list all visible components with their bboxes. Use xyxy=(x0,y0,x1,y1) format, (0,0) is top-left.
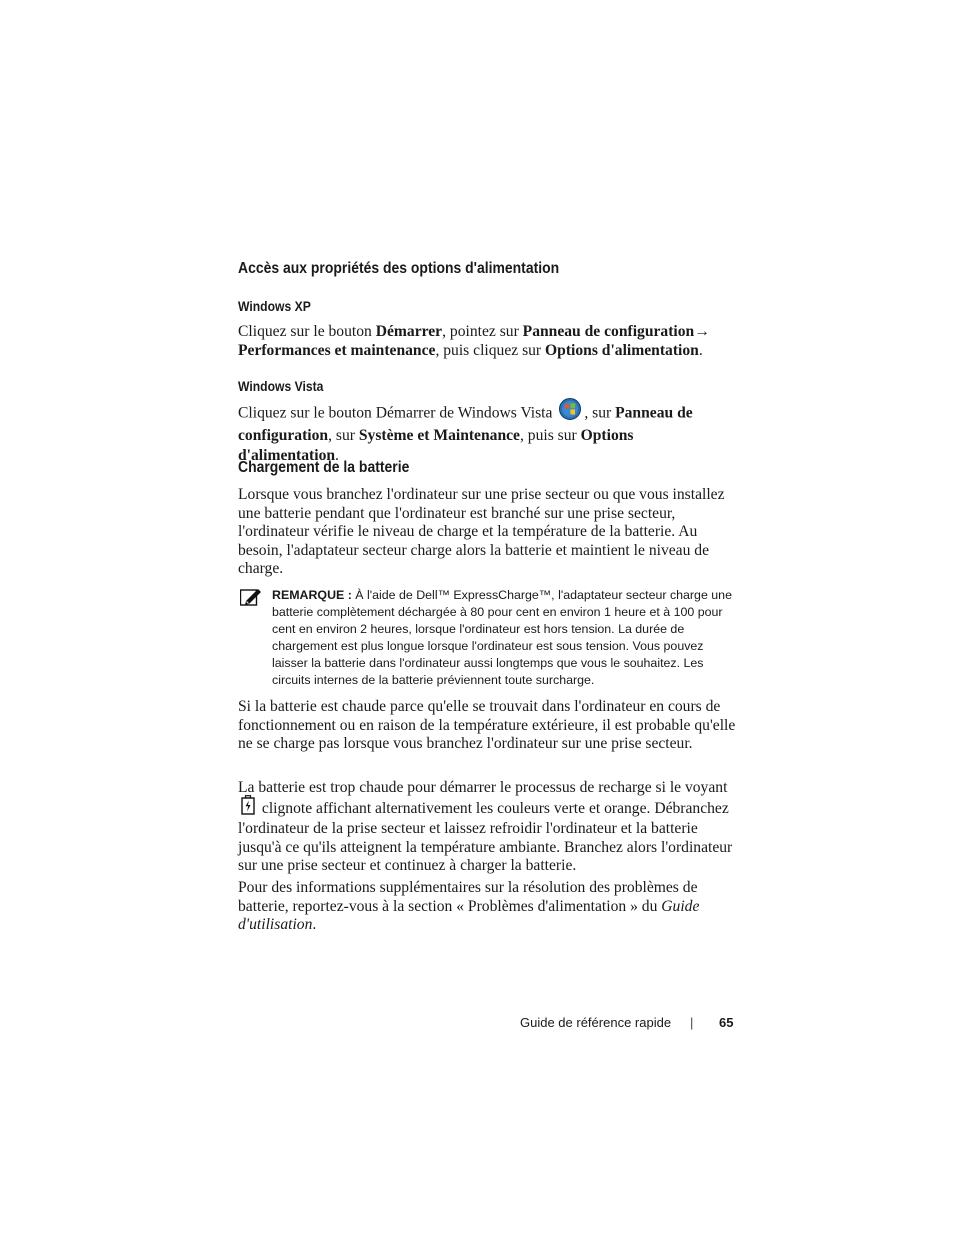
paragraph-battery-too-hot: La batterie est trop chaude pour démarrer le processus de recharge si le voyant clignote affichant alternativement les couleurs verte et orange. Débranchez l'ordinateur de la prise secteur et laissez refroidir l'ordinateur et la batterie jusqu'à ce qu'ils atteignent la température ambiante. Branchez alors l'ordinateur sur une prise secteur et continuez à charger la batterie. xyxy=(238,779,733,875)
pencil-note-icon xyxy=(240,588,262,611)
paragraph-battery-hot: Si la batterie est chaude parce qu'elle se trouvait dans l'ordinateur en cours de fonctionnement ou en raison de la température extérieure, il est probable qu'elle ne se charge pas lorsque vous branchez l'ordinateur sur une prise secteur. xyxy=(238,698,736,753)
section-heading-battery-charging: Chargement de la batterie xyxy=(238,459,410,476)
page-number: 65 xyxy=(719,1015,734,1030)
paragraph-more-info: Pour des informations supplémentaires sur la résolution des problèmes de batterie, reportez-vous à la section « Problèmes d'alimentation » du Guide d'utilisation. xyxy=(238,879,700,934)
subheading-windows-vista: Windows Vista xyxy=(238,379,324,394)
footer-guide-title: Guide de référence rapide xyxy=(520,1015,672,1030)
windows-start-orb-icon xyxy=(558,398,582,426)
paragraph-battery-intro: Lorsque vous branchez l'ordinateur sur une prise secteur ou que vous installez une batterie pendant que l'ordinateur est branché sur une prise secteur, l'ordinateur vérifie le niveau de charge et la température de la batterie. Au besoin, l'adaptateur secteur charge alors la batterie et maintient le niveau de charge. xyxy=(238,486,725,578)
section-heading-power-options: Accès aux propriétés des options d'alimentation xyxy=(238,260,560,277)
subheading-windows-xp: Windows XP xyxy=(238,299,311,314)
paragraph-windows-xp: Cliquez sur le bouton Démarrer, pointez sur Panneau de configuration→ Performances et maintenance, puis cliquez sur Options d'alimentation. xyxy=(238,323,710,359)
battery-status-light-icon xyxy=(241,795,255,821)
guide-reference: Guide d'utilisation xyxy=(238,897,700,934)
note-label: REMARQUE : xyxy=(272,588,352,602)
footer-separator: | xyxy=(690,1015,694,1030)
note-text: À l'aide de Dell™ ExpressCharge™, l'adaptateur secteur charge une batterie complètement déchargée à 80 pour cent en environ 1 heure et à 100 pour cent en environ 2 heures, lorsque l'ordinateur est hors tension. La durée de chargement est plus longue lorsque l'ordinateur est sous tension. Vous pouvez laisser la batterie dans l'ordinateur aussi longtemps que vous le souhaitez. Les circuits internes de la batterie préviennent toute surcharge. xyxy=(272,588,732,687)
paragraph-windows-vista: Cliquez sur le bouton Démarrer de Windows Vista , sur Panneau de configuration, sur Système et Maintenance, puis sur Options d'alimentation. xyxy=(238,402,738,466)
note-expresscharge xyxy=(272,587,742,689)
